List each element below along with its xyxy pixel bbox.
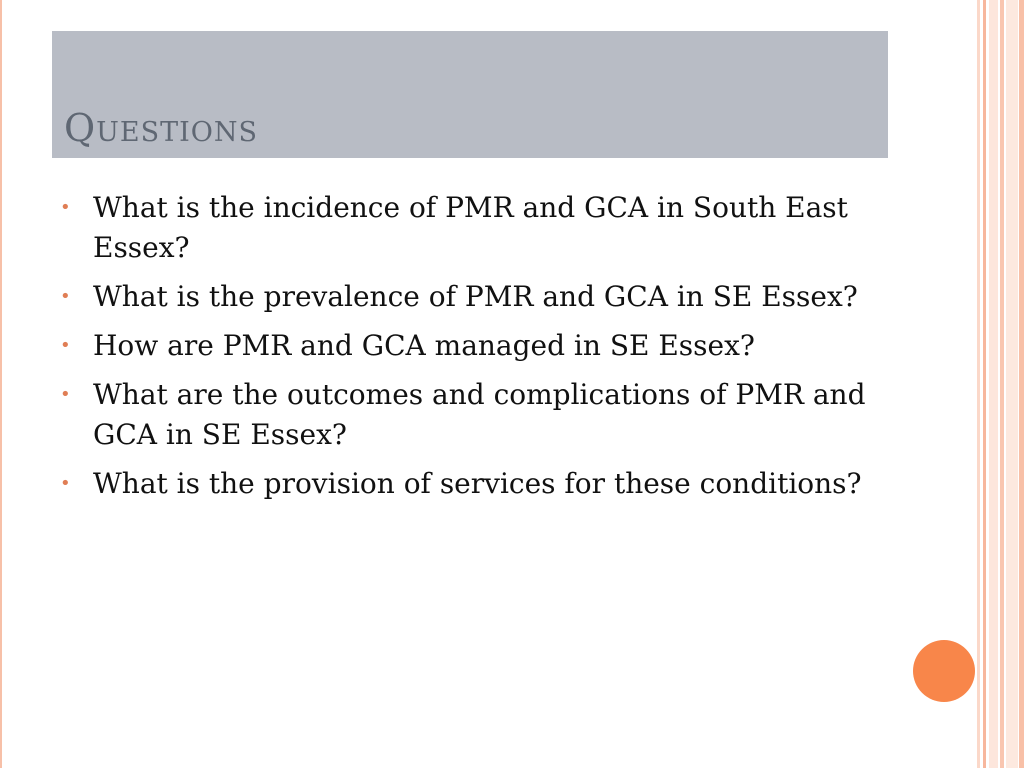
- bullet-icon: •: [60, 384, 71, 405]
- decorative-stripe: [1006, 0, 1018, 768]
- bullet-text: What is the provision of services for these conditions?: [93, 467, 862, 500]
- bullet-item: [60, 277, 890, 317]
- bullet-item: [60, 375, 890, 455]
- decorative-stripe: [983, 0, 986, 768]
- bullet-item: [60, 188, 890, 268]
- bullet-icon: •: [60, 473, 71, 494]
- decorative-stripe: [1000, 0, 1004, 768]
- bullet-icon: •: [60, 197, 71, 218]
- decorative-stripe: [989, 0, 998, 768]
- decorative-circle: [913, 640, 975, 702]
- bullet-text: What is the incidence of PMR and GCA in South East Essex?: [93, 191, 848, 264]
- bullet-item: [60, 326, 890, 366]
- left-edge-line: [0, 0, 2, 768]
- decorative-stripe: [1019, 0, 1024, 768]
- bullet-text: What is the prevalence of PMR and GCA in SE Essex?: [93, 280, 858, 313]
- bullet-list: [60, 188, 890, 513]
- bullet-text: What are the outcomes and complications of PMR and GCA in SE Essex?: [93, 378, 866, 451]
- bullet-icon: •: [60, 286, 71, 307]
- decorative-stripe: [977, 0, 980, 768]
- bullet-item: [60, 464, 890, 504]
- bullet-text: How are PMR and GCA managed in SE Essex?: [93, 329, 755, 362]
- bullet-icon: •: [60, 335, 71, 356]
- slide-title: Questions: [64, 106, 259, 150]
